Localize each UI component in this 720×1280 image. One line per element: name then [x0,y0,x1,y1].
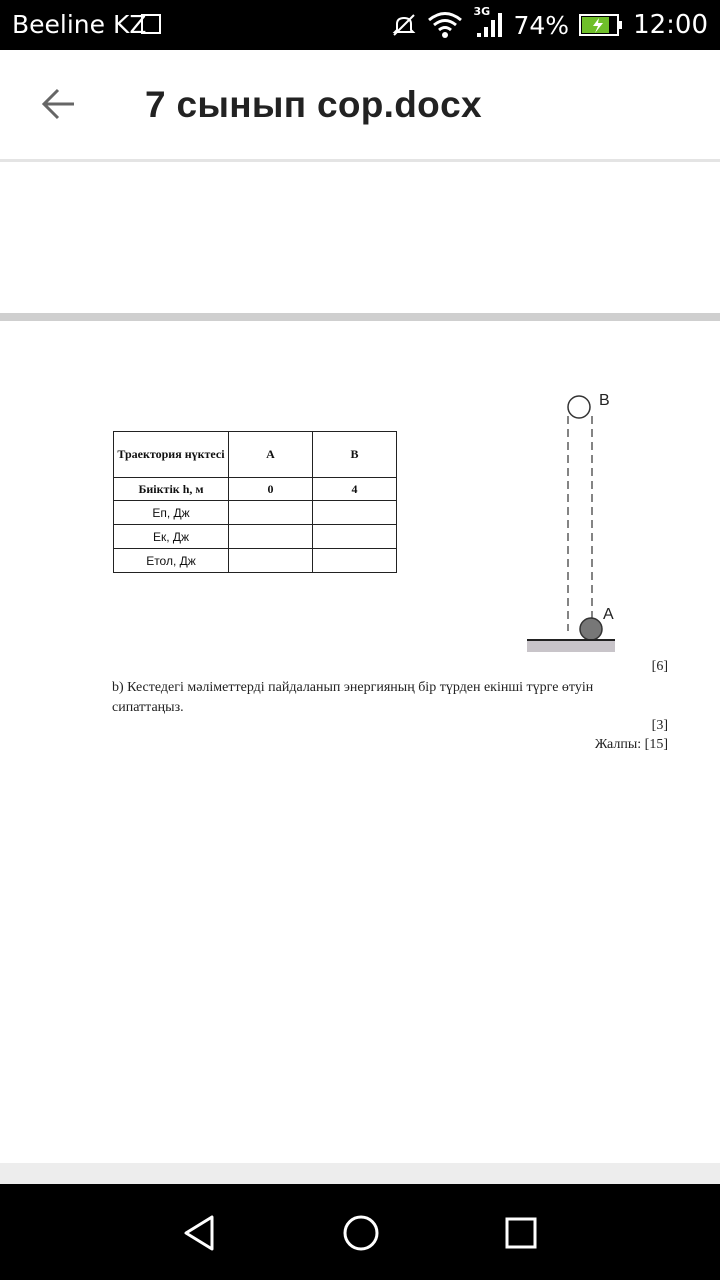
table-cell: A [229,432,313,478]
table-cell [313,501,397,525]
table-header-row [114,432,397,478]
battery-percent: 74% [513,10,570,40]
label-b: B [599,392,610,409]
question-b: b) Кестедегі мәліметтерді пайдаланып энергияның бір түрден екінші түрге өтуін сипаттаңыз. [112,680,594,715]
document-title: 7 сынып сор.docx [145,84,482,125]
table-row [114,478,397,501]
label-a: A [603,606,614,623]
table-cell: Етол, Дж [114,549,229,573]
app-bar [0,50,720,162]
battery-charging-icon [579,13,623,37]
mark-3: [3] [651,718,668,733]
nav-home-button[interactable] [336,1208,386,1258]
status-bar [0,0,720,50]
clock: 12:00 [633,10,708,40]
table-cell: Биіктік h, м [114,478,229,501]
status-icons [391,5,708,42]
signal-icon [473,5,503,39]
table-row [114,549,397,573]
ball-bottom [580,618,602,640]
ground [527,640,615,652]
page-separator [0,313,720,321]
table-row [114,501,397,525]
navigation-bar [0,1184,720,1280]
back-button[interactable] [30,76,86,132]
ball-trajectory-diagram [520,386,630,666]
mark-6: [6] [651,659,668,674]
total-score: Жалпы: [15] [594,737,668,752]
table-cell: 0 [229,478,313,501]
table-cell [229,501,313,525]
energy-table [113,431,397,573]
ball-top [568,396,590,418]
table-cell [313,525,397,549]
page-bottom-strip [0,1163,720,1184]
wifi-icon [427,11,463,39]
network-type: 3G [473,5,491,18]
home-circle-icon [341,1213,381,1253]
back-triangle-icon [180,1213,220,1253]
document-page[interactable] [0,321,720,1163]
table-cell: Траектория нүктесі [114,432,229,478]
nav-back-button[interactable] [175,1208,225,1258]
recents-square-icon [501,1213,541,1253]
mute-icon [391,12,417,38]
table-cell [229,549,313,573]
table-cell [229,525,313,549]
image-icon [141,14,161,34]
table-cell: B [313,432,397,478]
arrow-left-icon [38,84,78,124]
carrier-name: Beeline KZ [12,10,147,39]
table-cell [313,549,397,573]
nav-recents-button[interactable] [496,1208,546,1258]
table-row [114,525,397,549]
table-cell: Еп, Дж [114,501,229,525]
table-cell: Ек, Дж [114,525,229,549]
table-cell: 4 [313,478,397,501]
